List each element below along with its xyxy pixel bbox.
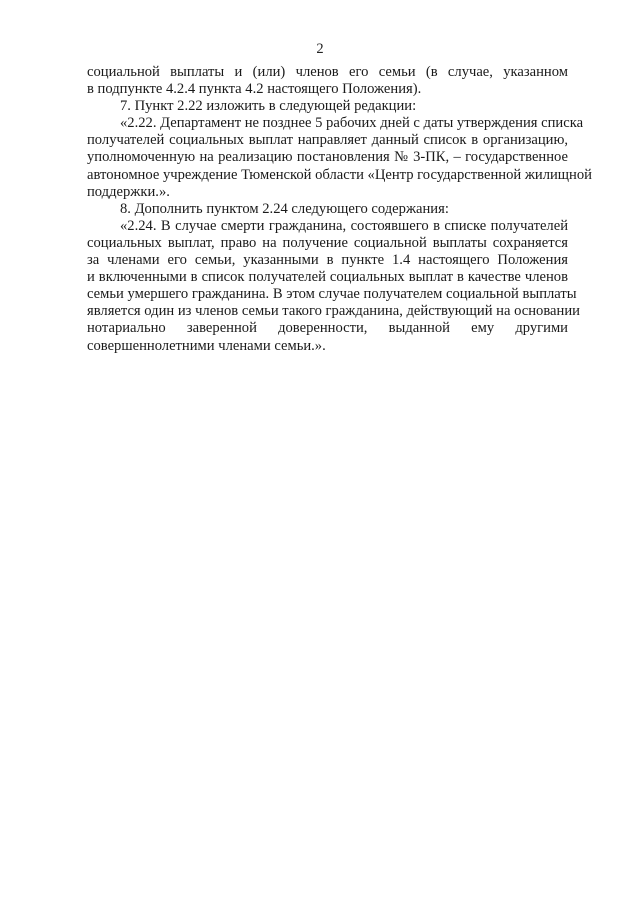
text-line: уполномоченную на реализацию постановления № 3-ПК, – государственное <box>87 149 568 166</box>
text-line: семьи умершего гражданина. В этом случае получателем социальной выплаты <box>87 286 577 303</box>
text-line: является один из членов семьи такого гражданина, действующий на основании <box>87 303 580 320</box>
text-line: социальной выплаты и (или) членов его семьи (в случае, указанном <box>87 64 568 80</box>
text-line: 7. Пункт 2.22 изложить в следующей редакции: <box>120 98 417 115</box>
document-body <box>87 64 592 355</box>
text-line: «2.22. Департамент не позднее 5 рабочих дней с даты утверждения списка <box>120 115 584 132</box>
text-line: «2.24. В случае смерти гражданина, состоявшего в списке получателей <box>120 217 568 234</box>
text-line: 8. Дополнить пунктом 2.24 следующего содержания: <box>120 200 449 217</box>
text-line: за членами его семьи, указанными в пункте 1.4 настоящего Положения <box>87 252 568 269</box>
text-line: поддержки.». <box>87 183 170 200</box>
text-line: социальных выплат, право на получение социальной выплаты сохраняется <box>87 234 568 251</box>
text-line: и включенными в список получателей социальных выплат в качестве членов <box>87 269 568 286</box>
text-line: совершеннолетними членами семьи.». <box>87 337 326 354</box>
text-line: нотариально заверенной доверенности, выданной ему другими <box>87 320 568 337</box>
text-line: в подпункте 4.2.4 пункта 4.2 настоящего Положения). <box>87 81 422 98</box>
text-line: автономное учреждение Тюменской области «Центр государственной жилищной <box>87 166 592 183</box>
text-line: получателей социальных выплат направляет данный список в организацию, <box>87 132 568 149</box>
page-number: 2 <box>316 41 324 57</box>
